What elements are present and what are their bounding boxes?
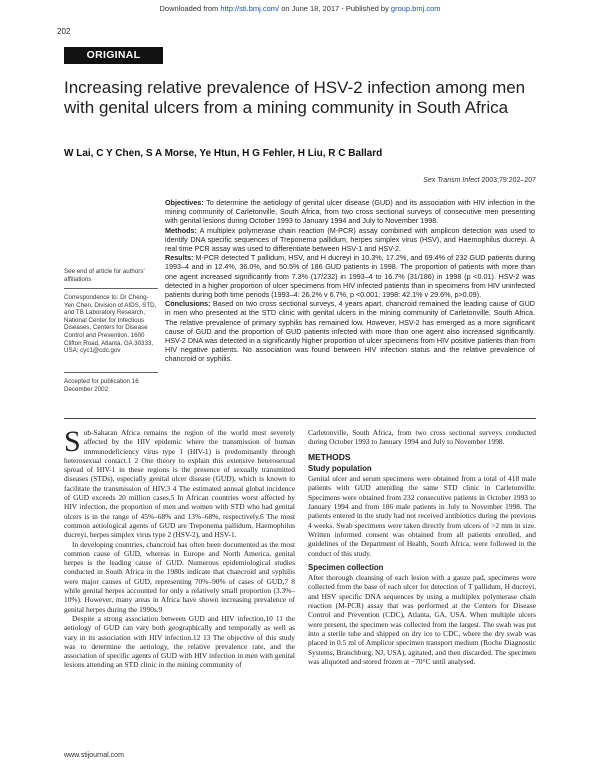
section-rule [64,418,536,419]
abstract-conclusions [165,299,535,363]
intro-text-1: ub-Saharan Africa remains the region of the world most severely affected by the HIV epidemic where the transmission of human immunodeficiency virus type 1 (HIV-1) is predominantly through heterosexual contact.1 2 One theory to explain this extensive heterosexual spread of HIV-1 in these regions is the presence of sexually transmitted diseases (STDs), especially genital ulcer disease (GUD), which is known to facilitate the transmission of HIV.3 4 The estimated annual global incidence of GUD exceeds 20 million cases.5 In African countries worst affected by HIV infection, the proportion of men and women with STD who had genital ulcers is in the range of 45%–68% and 13%–68%, respectively.6 The most common aetiological agents of GUD are Treponema pallidum, Haemophilus ducreyi, herpes simplex virus type 2 (HSV-2), and HSV-1. [64,428,295,540]
correspondence-address: Correspondence to: Dr Cheng-Yen Chen, Division of AIDS, STD, and TB Laboratory Research, National Center for Infectious Diseases, Centers for Disease Control and Prevention, 1600 Clifton Road, Atlanta, GA 30333, USA; cyc1@cdc.gov [64,294,157,355]
sidebar-divider [64,288,158,289]
abstract-results [165,253,535,299]
intro-paragraph-3: Despite a strong association between GUD and HIV infection,10 11 the aetiology of GUD can vary both geographically and temporally as well as vary in its association with HIV infection.12 13 The objective of this study was to determine the aetiology, the relative prevalence rate, and the association of specific agents of GUD with HIV infection in men with genital lesions attending an STD clinic in the mining community of [64,613,295,670]
body-column-right [308,428,536,666]
objectives-text: To determine the aetiology of genital ulcer disease (GUD) and its association with HIV infection in the mining community of Carletonville, South Africa, from two cross sectional surveys of consecutive men presenting with genital lesions during October 1993 to January 1994 and July to November 1998. [165,198,535,226]
study-population-heading: Study population [308,463,372,473]
intro-paragraph-2: In developing countries, chancroid has often been documented as the most common cause of GUD, whereas in Europe and North America, genital herpes is the leading cause of GUD. Numerous epidemiological studies conducted in South Africa in the 1980s indicate that chancroid and syphilis were major causes of GUD, representing 70%–90% of cases of GUD,7 8 while genital herpes accounted for only a relatively small proportion (3.3%–10%). However, many areas in Africa have shown increasing prevalence of genital herpes during the 1990s.9 [64,539,295,614]
journal-website: www.stijournal.com [64,752,124,759]
methods-heading: METHODS [308,451,351,462]
conclusions-text: Based on two cross sectional surveys, 4 years apart, chancroid remained the leading cause of GUD in men who presented at the STD clinic with genital ulcers in the mining community of Carletonville, South Africa. The relative prevalence of primary syphilis has remained low. However, HSV-2 has emerged as a more significant cause of GUD and the proportion of GUD patients infected with more than one agent also increased significantly. HSV-2 DNA was detected in a significantly higher proportion of ulcer specimens from HIV positive patients than from HIV negative patients. No association was found between HIV infection status and the relative prevalence of chancroid or syphilis. [165,299,535,364]
results-label: Results: [165,253,194,263]
journal-name: Sex Transm Infect [423,177,480,184]
article-title: Increasing relative prevalence of HSV-2 infection among men with genital ulcers from a mining community in South Africa [64,78,526,117]
body-column-left [64,425,295,670]
download-middle: on June 18, 2017 - Published by [281,4,389,13]
accepted-date: Accepted for publication 16 December 2002 [64,378,139,393]
site-link[interactable]: http://sti.bmj.com/ [220,4,280,13]
study-population-paragraph: Genital ulcer and serum specimens were obtained from a total of 418 male patients with GUD attending the same STD clinic in Carletonville. Specimens were obtained from 232 consecutive patients in October 1993 to January 1994 and from 186 male patients in July to November 1998. The patients entered in the study had not received antibiotics during the previous 4 weeks. Swab specimens were taken directly from ulcers of >2 mm in size. Written informed consent was obtained from all patients enrolled, and guidelines of the Department of Health, South Africa, were followed in the conduct of this study. [308,474,536,558]
publisher-link[interactable]: group.bmj.com [390,4,441,13]
methods-text: A multiplex polymerase chain reaction (M-PCR) assay combined with amplicon detection was used to identify DNA specific sequences of Treponema pallidum, herpes simplex virus (HSV), and Haemophilus ducreyi. A real time PCR assay was used to differentiate between HSV-1 and HSV-2. [165,225,535,254]
journal-reference [423,177,536,184]
results-text: M-PCR detected T pallidum, HSV, and H ducreyi in 10.3%, 17.2%, and 69.4% of 232 GUD patients during 1993–4 and in 12.4%, 36.0%, and 50.5% of 186 GUD patients in 1998. The proportion of patients with more than one agent increased significantly from 7.3% (17/232) in 1993–4 to 16.7% (31/186) in 1998 (p <0.01). HSV-2 was detected in a higher proportion of ulcer specimens from HIV infected patients than in specimens from HIV uninfected patients during both time periods (1993–4: 26.2% v 6.7%, p <0.001; 1998: 42.1% v 29.6%, p>0.09). [165,253,535,300]
abstract-objectives [165,198,535,226]
intro-paragraph-1 [64,425,295,540]
intro-paragraph-4: Carletonville, South Africa, from two cross sectional surveys conducted during October 1993 to January 1994 and July to November 1998. [308,428,536,447]
conclusions-label: Conclusions: [165,299,211,309]
specimen-collection-paragraph: After thorough cleansing of each lesion with a gauze pad, specimens were collected from the base of each ulcer for detection of T pallidum, H ducreyi, and HSV specific DNA sequences by using a multiplex polymerase chain reaction (M-PCR) assay that was performed at the Centers for Disease Control and Prevention (CDC), Atlanta, GA, USA. When multiple ulcers were present, the specimen was collected from the largest. The swab was put into a sterile tube and shipped on dry ice to CDC, where the dry swab was placed in 0.5 ml of Amplicor specimen transport medium (Roche Diagnostic Systems, Branchburg, NJ, USA), agitated, and then discarded. The specimen was aliquoted and stored frozen at −70°C until analysed. [308,573,536,666]
download-prefix: Downloaded from [159,4,219,13]
abstract [165,198,535,364]
sidebar-divider [64,372,158,373]
journal-volume: 2003;79:202–207 [481,177,536,184]
download-banner [0,4,600,13]
drop-cap: S [64,425,81,458]
article-type-banner: ORIGINAL ARTICLE [64,47,163,64]
page-number: 202 [57,27,71,36]
methods-label: Methods: [165,225,197,235]
specimen-collection-heading: Specimen collection [308,562,384,572]
affiliations-note: See end of article for authors' affiliations [64,268,145,283]
author-list: W Lai, C Y Chen, S A Morse, Ye Htun, H G Fehler, H Liu, R C Ballard [64,148,383,159]
abstract-methods [165,226,535,254]
objectives-label: Objectives: [165,198,204,207]
